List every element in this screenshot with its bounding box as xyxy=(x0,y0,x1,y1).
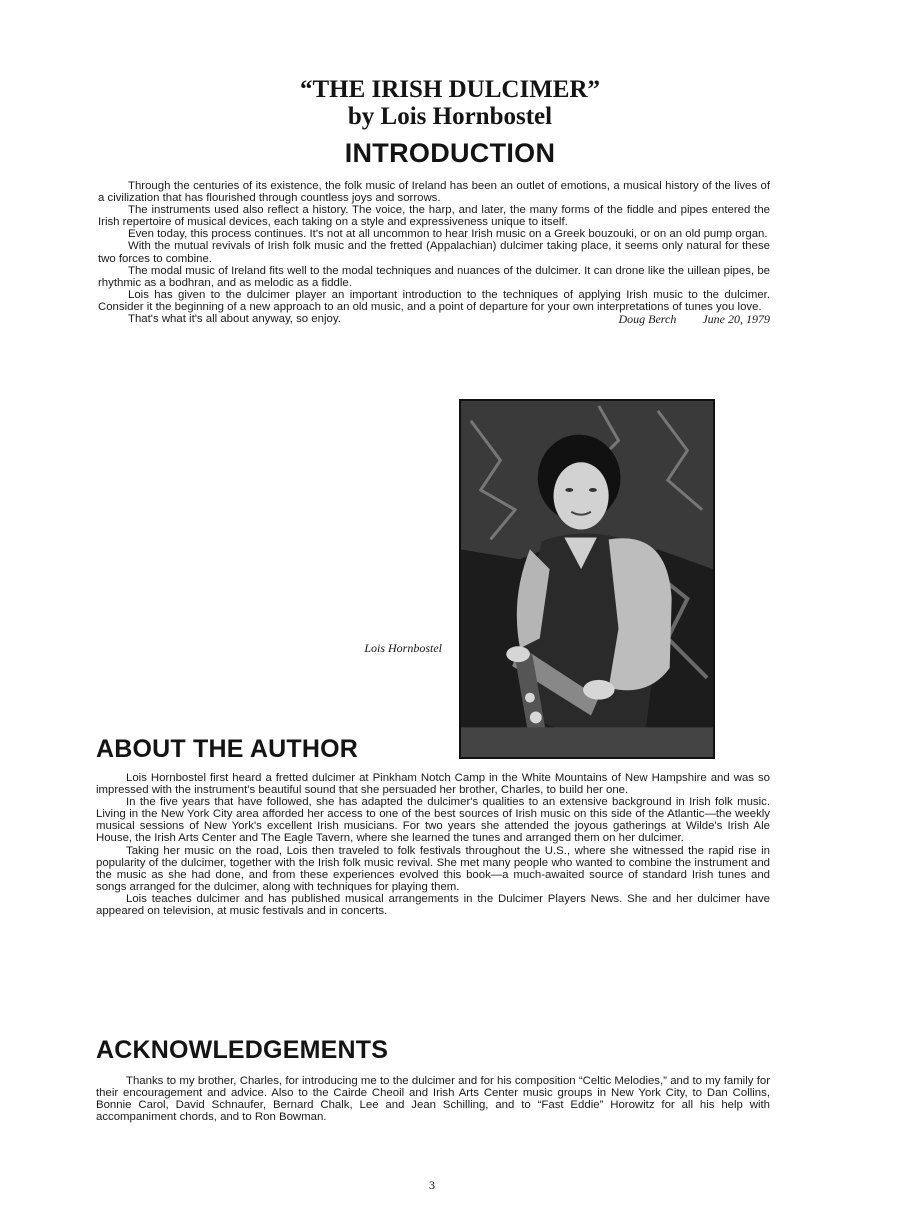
about-author-heading: ABOUT THE AUTHOR xyxy=(96,735,358,763)
acknowledgements-paragraph: Thanks to my brother, Charles, for introducing me to the dulcimer and for his composition “Celtic Melodies,” and to my family for their encouragement and advice. Also to the Cairde Cheoil and Irish Arts Center music groups in New York City, to Dan Collins, Bonnie Carol, David Schnaufer, Bernard Chalk, Lee and Jean Schilling, and to “Fast Eddie” Horowitz for all his help with accompaniment chords, and to Ron Bowman. xyxy=(96,1075,770,1124)
acknowledgements-text xyxy=(96,1075,770,1123)
author-photo-illustration xyxy=(461,401,713,757)
signature-block xyxy=(618,313,770,325)
intro-paragraph: The instruments used also reflect a history. The voice, the harp, and later, the many forms of the fiddle and pipes entered the Irish repertoire of musical devices, each taking on a style and expressiveness unique to itself. xyxy=(98,204,770,229)
signature-name: Doug Berch xyxy=(618,312,677,327)
intro-paragraph: Even today, this process continues. It's not at all uncommon to hear Irish music on a Greek bouzouki, or on an old pump organ. xyxy=(128,228,768,241)
photo-caption: Lois Hornbostel xyxy=(364,641,442,655)
intro-signoff xyxy=(98,313,770,325)
title-block xyxy=(0,76,900,168)
introduction-text xyxy=(98,180,770,325)
intro-paragraph: Lois has given to the dulcimer player an important introduction to the techniques of applying Irish music to the dulcimer. Consider it the beginning of a new approach to an old music, and a point of departure for your own interpretations of tunes you love. xyxy=(98,288,770,313)
author-photo xyxy=(459,399,715,759)
intro-closing: That's what it's all about anyway, so enjoy. xyxy=(128,313,341,326)
page-number: 3 xyxy=(429,1178,435,1192)
book-author: by Lois Hornbostel xyxy=(347,103,553,130)
intro-paragraph: The modal music of Ireland fits well to the modal techniques and nuances of the dulcimer. It can drone like the uillean pipes, be rhythmic as a bodhran, and as melodic as a fiddle. xyxy=(98,264,770,289)
book-title: “THE IRISH DULCIMER” xyxy=(299,76,601,103)
intro-paragraph: With the mutual revivals of Irish folk music and the fretted (Appalachian) dulcimer taking place, it seems only natural for these two forces to combine. xyxy=(98,240,770,265)
about-paragraph: In the five years that have followed, she has adapted the dulcimer's qualities to an extensive background in Irish folk music. Living in the New York City area afforded her access to one of the best sources of Irish music on this side of the Atlantic—the weekly musical sessions of New York's excellent Irish musicians. For two years she attended the joyous gatherings at Wilde's Irish Ale House, the Irish Arts Center and The Eagle Tavern, where she learned the tunes and arranged them on her dulcimer. xyxy=(96,796,770,845)
introduction-heading: INTRODUCTION xyxy=(344,138,556,168)
about-paragraph: Lois teaches dulcimer and has published musical arrangements in the Dulcimer Players News. She and her dulcimer have appeared on television, at music festivals and in concerts. xyxy=(96,892,770,918)
about-paragraph: Taking her music on the road, Lois then traveled to folk festivals throughout the U.S., where she witnessed the rapid rise in popularity of the dulcimer, together with the Irish folk music revival. She met many people who wanted to combine the instrument and the music as she had done, and from these experiences evolved this book—a much-awaited source of standard Irish tunes and songs arranged for the dulcimer, along with techniques for playing them. xyxy=(96,844,770,893)
signature-date: June 20, 1979 xyxy=(702,312,770,327)
about-author-text xyxy=(96,772,770,917)
acknowledgements-heading: ACKNOWLEDGEMENTS xyxy=(96,1036,389,1064)
intro-paragraph: Through the centuries of its existence, the folk music of Ireland has been an outlet of emotions, a musical history of the lives of a civilization that has flourished through countless joys and sorrows. xyxy=(98,180,770,205)
about-paragraph: Lois Hornbostel first heard a fretted dulcimer at Pinkham Notch Camp in the White Mountains of New Hampshire and was so impressed with the instrument's beautiful sound that she persuaded her brother, Charles, to build her one. xyxy=(96,772,770,797)
